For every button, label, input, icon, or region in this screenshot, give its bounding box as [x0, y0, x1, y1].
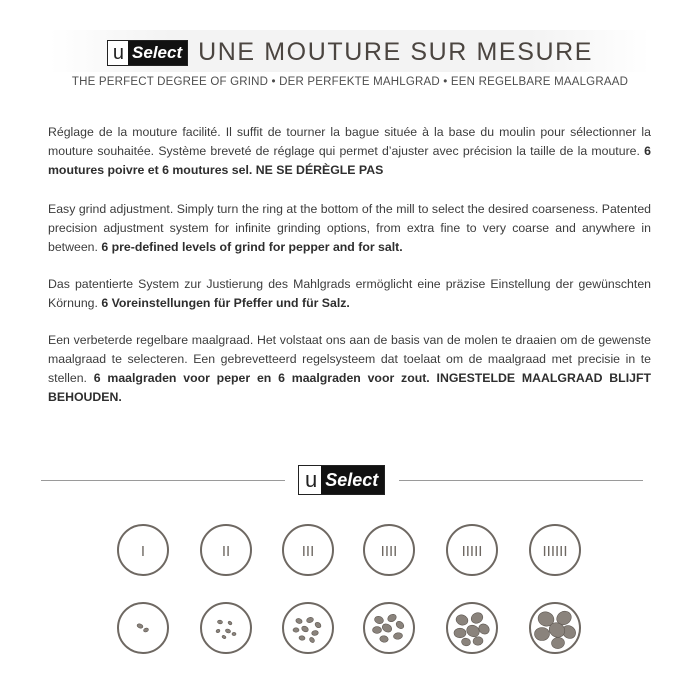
logo-secondary-select: Select: [321, 466, 384, 494]
grind-particle: [222, 635, 227, 639]
paragraph-dutch-bold: 6 maalgraden voor peper en 6 maalgraden voor zout. INGESTELDE MAALGRAAD BLIJFT BEHOUDEN.: [48, 371, 651, 404]
grind-level-5-numeral: IIIII: [461, 543, 483, 560]
paragraph-german-bold: 6 Voreinstellungen für Pfeffer und für Salz.: [101, 296, 350, 310]
paragraph-english-text: Easy grind adjustment. Simply turn the ring at the bottom of the mill to select the desired coarseness. Patented precision adjustment system for infinite grinding options, from extra fine to very coarse and anywhere in between.: [48, 202, 651, 254]
grind-particle: [225, 628, 231, 633]
grind-particles-1-circle: [118, 603, 168, 653]
grind-particle: [386, 613, 397, 623]
grind-particle: [469, 611, 484, 626]
grind-particles-2-circle: [201, 603, 251, 653]
grind-particle: [314, 621, 322, 629]
paragraph-french-text: Réglage de la mouture facilité. Il suffit de tourner la bague située à la base du moulin pour sélectionner la mouture souhaitée. Système breveté de réglage qui permet d’ajuster avec précision la taille de la mouture.: [48, 125, 651, 158]
grind-level-6-numeral: IIIIII: [542, 543, 568, 560]
grind-particle: [455, 613, 470, 627]
grind-particle: [293, 628, 299, 632]
grind-particle: [299, 635, 306, 640]
grind-particle: [379, 635, 388, 643]
grind-particle: [295, 618, 303, 625]
grind-particle: [395, 620, 406, 630]
grind-level-numerals: [118, 525, 580, 575]
grind-particle: [228, 621, 233, 626]
grind-particle: [136, 623, 143, 629]
logo-select: Select: [128, 41, 187, 65]
page-subtitle: THE PERFECT DEGREE OF GRIND • DER PERFEKTE MAHLGRAD • EEN REGELBARE MAALGRAAD: [71, 76, 629, 88]
grind-particle: [217, 620, 223, 624]
paragraph-german-text: Das patentierte System zur Justierung des Mahlgrads ermöglicht eine präzise Einstellung der gewünschten Körnung.: [48, 277, 651, 310]
grind-particle: [381, 622, 393, 634]
grind-particle: [393, 632, 403, 640]
grind-particle: [374, 615, 385, 625]
grind-particle: [472, 636, 483, 646]
grind-particle: [535, 628, 550, 641]
grind-particle: [306, 616, 314, 623]
grind-particle: [143, 627, 149, 632]
paragraph-dutch-text: Een verbeterde regelbare maalgraad. Het volstaat ons aan de basis van de molen te draaien om de gewenste maalgraad te selecteren. Een gebrevetteerd regelsysteem dat toelaat om de maalgraad met precisie in te stellen.: [48, 333, 651, 385]
grind-level-particles: [118, 603, 580, 653]
grind-particle: [301, 625, 310, 633]
logo-secondary-u: u: [305, 467, 318, 492]
grind-level-4-numeral: IIII: [380, 543, 398, 560]
grind-particle: [232, 632, 236, 635]
grind-particle: [373, 627, 382, 634]
grind-level-1-numeral: I: [140, 543, 146, 560]
grind-level-2-numeral: II: [221, 543, 231, 560]
grind-particle: [461, 637, 471, 646]
grind-level-3-numeral: III: [301, 543, 315, 560]
paragraph-french-bold: 6 moutures poivre et 6 moutures sel. NE SE DÉRÈGLE PAS: [48, 144, 651, 177]
grind-particle: [215, 629, 220, 634]
paragraph-english-bold: 6 pre-defined levels of grind for pepper and for salt.: [101, 240, 403, 254]
grind-particle: [311, 630, 318, 636]
grind-particle: [454, 628, 466, 638]
grind-particle: [551, 636, 566, 649]
logo-u: u: [108, 41, 128, 65]
grind-particle: [309, 637, 316, 644]
page-title: UNE MOUTURE SUR MESURE: [198, 38, 594, 66]
